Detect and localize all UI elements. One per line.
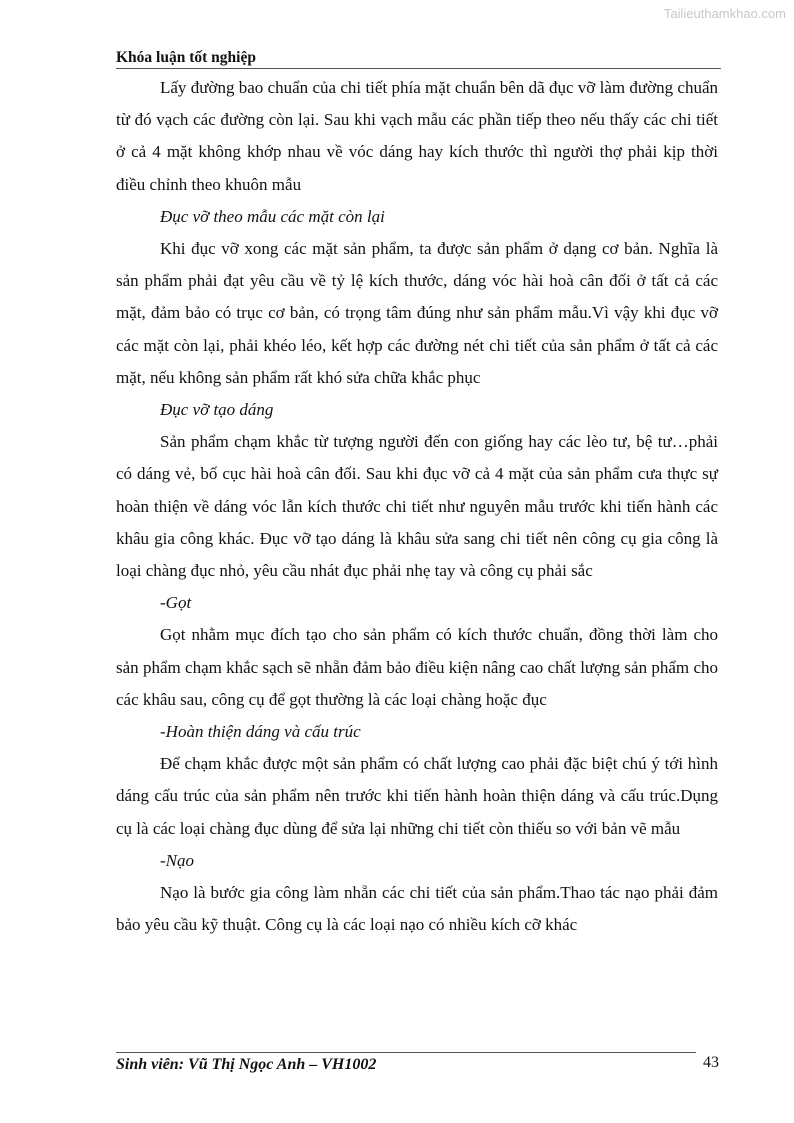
paragraph-5: Để chạm khắc được một sản phẩm có chất lượng cao phải đặc biệt chú ý tới hình dáng cấu trúc của sản phẩm nên trước khi tiến hành hoàn thiện dáng và cấu trúc.Dụng cụ là các loại chàng đục dùng để sửa lại những chi tiết còn thiếu so với bản vẽ mẫu <box>116 754 718 838</box>
subheading-5: -Nạo <box>160 850 194 870</box>
footer-divider <box>116 1052 696 1053</box>
paragraph-4: Gọt nhằm mục đích tạo cho sản phẩm có kích thước chuẩn, đồng thời làm cho sản phẩm chạm khắc sạch sẽ nhẵn đảm bảo điều kiện nâng cao chất lượng sản phẩm cho các khâu sau, công cụ để gọt thường là các loại chàng hoặc đục <box>116 625 718 709</box>
page-header: Khóa luận tốt nghiệp <box>116 49 721 69</box>
page-body <box>116 72 718 941</box>
subheading-3: -Gọt <box>160 593 192 613</box>
subheading-2: Đục vỡ tạo dáng <box>160 400 274 420</box>
subheading-4: -Hoàn thiện dáng và cấu trúc <box>160 722 361 742</box>
paragraph-3: Sản phẩm chạm khắc từ tượng người đến con giống hay các lèo tư, bệ tư…phải có dáng vẻ, bố cục hài hoà cân đối. Sau khi đục vỡ cả 4 mặt của sản phẩm cưa thực sự hoàn thiện về dáng vóc lẫn kích thước chi tiết như nguyên mẫu trước khi tiến hành các khâu gia công khác. Đục vỡ tạo dáng là khâu sửa sang chi tiết nên công cụ gia công là loại chàng đục nhỏ, yêu cầu nhát đục phải nhẹ tay và công cụ phải sắc <box>116 432 718 581</box>
footer-student: Sinh viên: Vũ Thị Ngọc Anh – VH1002 <box>116 1056 377 1073</box>
paragraph-1: Lấy đường bao chuẩn của chi tiết phía mặt chuẩn bên dã đục vỡ làm đường chuẩn từ đó vạch các đường còn lại. Sau khi vạch mẫu các phần tiếp theo nếu thấy các chi tiết ở cả 4 mặt không khớp nhau về vóc dáng hay kích thước thì người thợ phải kịp thời điều chỉnh theo khuôn mẫu <box>116 78 718 194</box>
subheading-1: Đục vỡ theo mẫu các mặt còn lại <box>160 206 385 226</box>
paragraph-6: Nạo là bước gia công làm nhẵn các chi tiết của sản phẩm.Thao tác nạo phải đảm bảo yêu cầu kỹ thuật. Công cụ là các loại nạo có nhiều kích cỡ khác <box>116 883 718 935</box>
watermark: Tailieuthamkhao.com <box>663 6 786 21</box>
page-number: 43 <box>703 1054 719 1071</box>
paragraph-2: Khi đục vỡ xong các mặt sản phẩm, ta được sản phẩm ở dạng cơ bản. Nghĩa là sản phẩm phải đạt yêu cầu về tỷ lệ kích thước, dáng vóc hài hoà cân đối ở tất cả các mặt, đảm bảo có trục cơ bản, có trọng tâm đúng như sản phẩm mẫu.Vì vậy khi đục vỡ các mặt còn lại, phải khéo léo, kết hợp các đường nét chi tiết của sản phẩm ở tất cả các mặt, nếu không sản phẩm rất khó sửa chữa khắc phục <box>116 239 718 387</box>
